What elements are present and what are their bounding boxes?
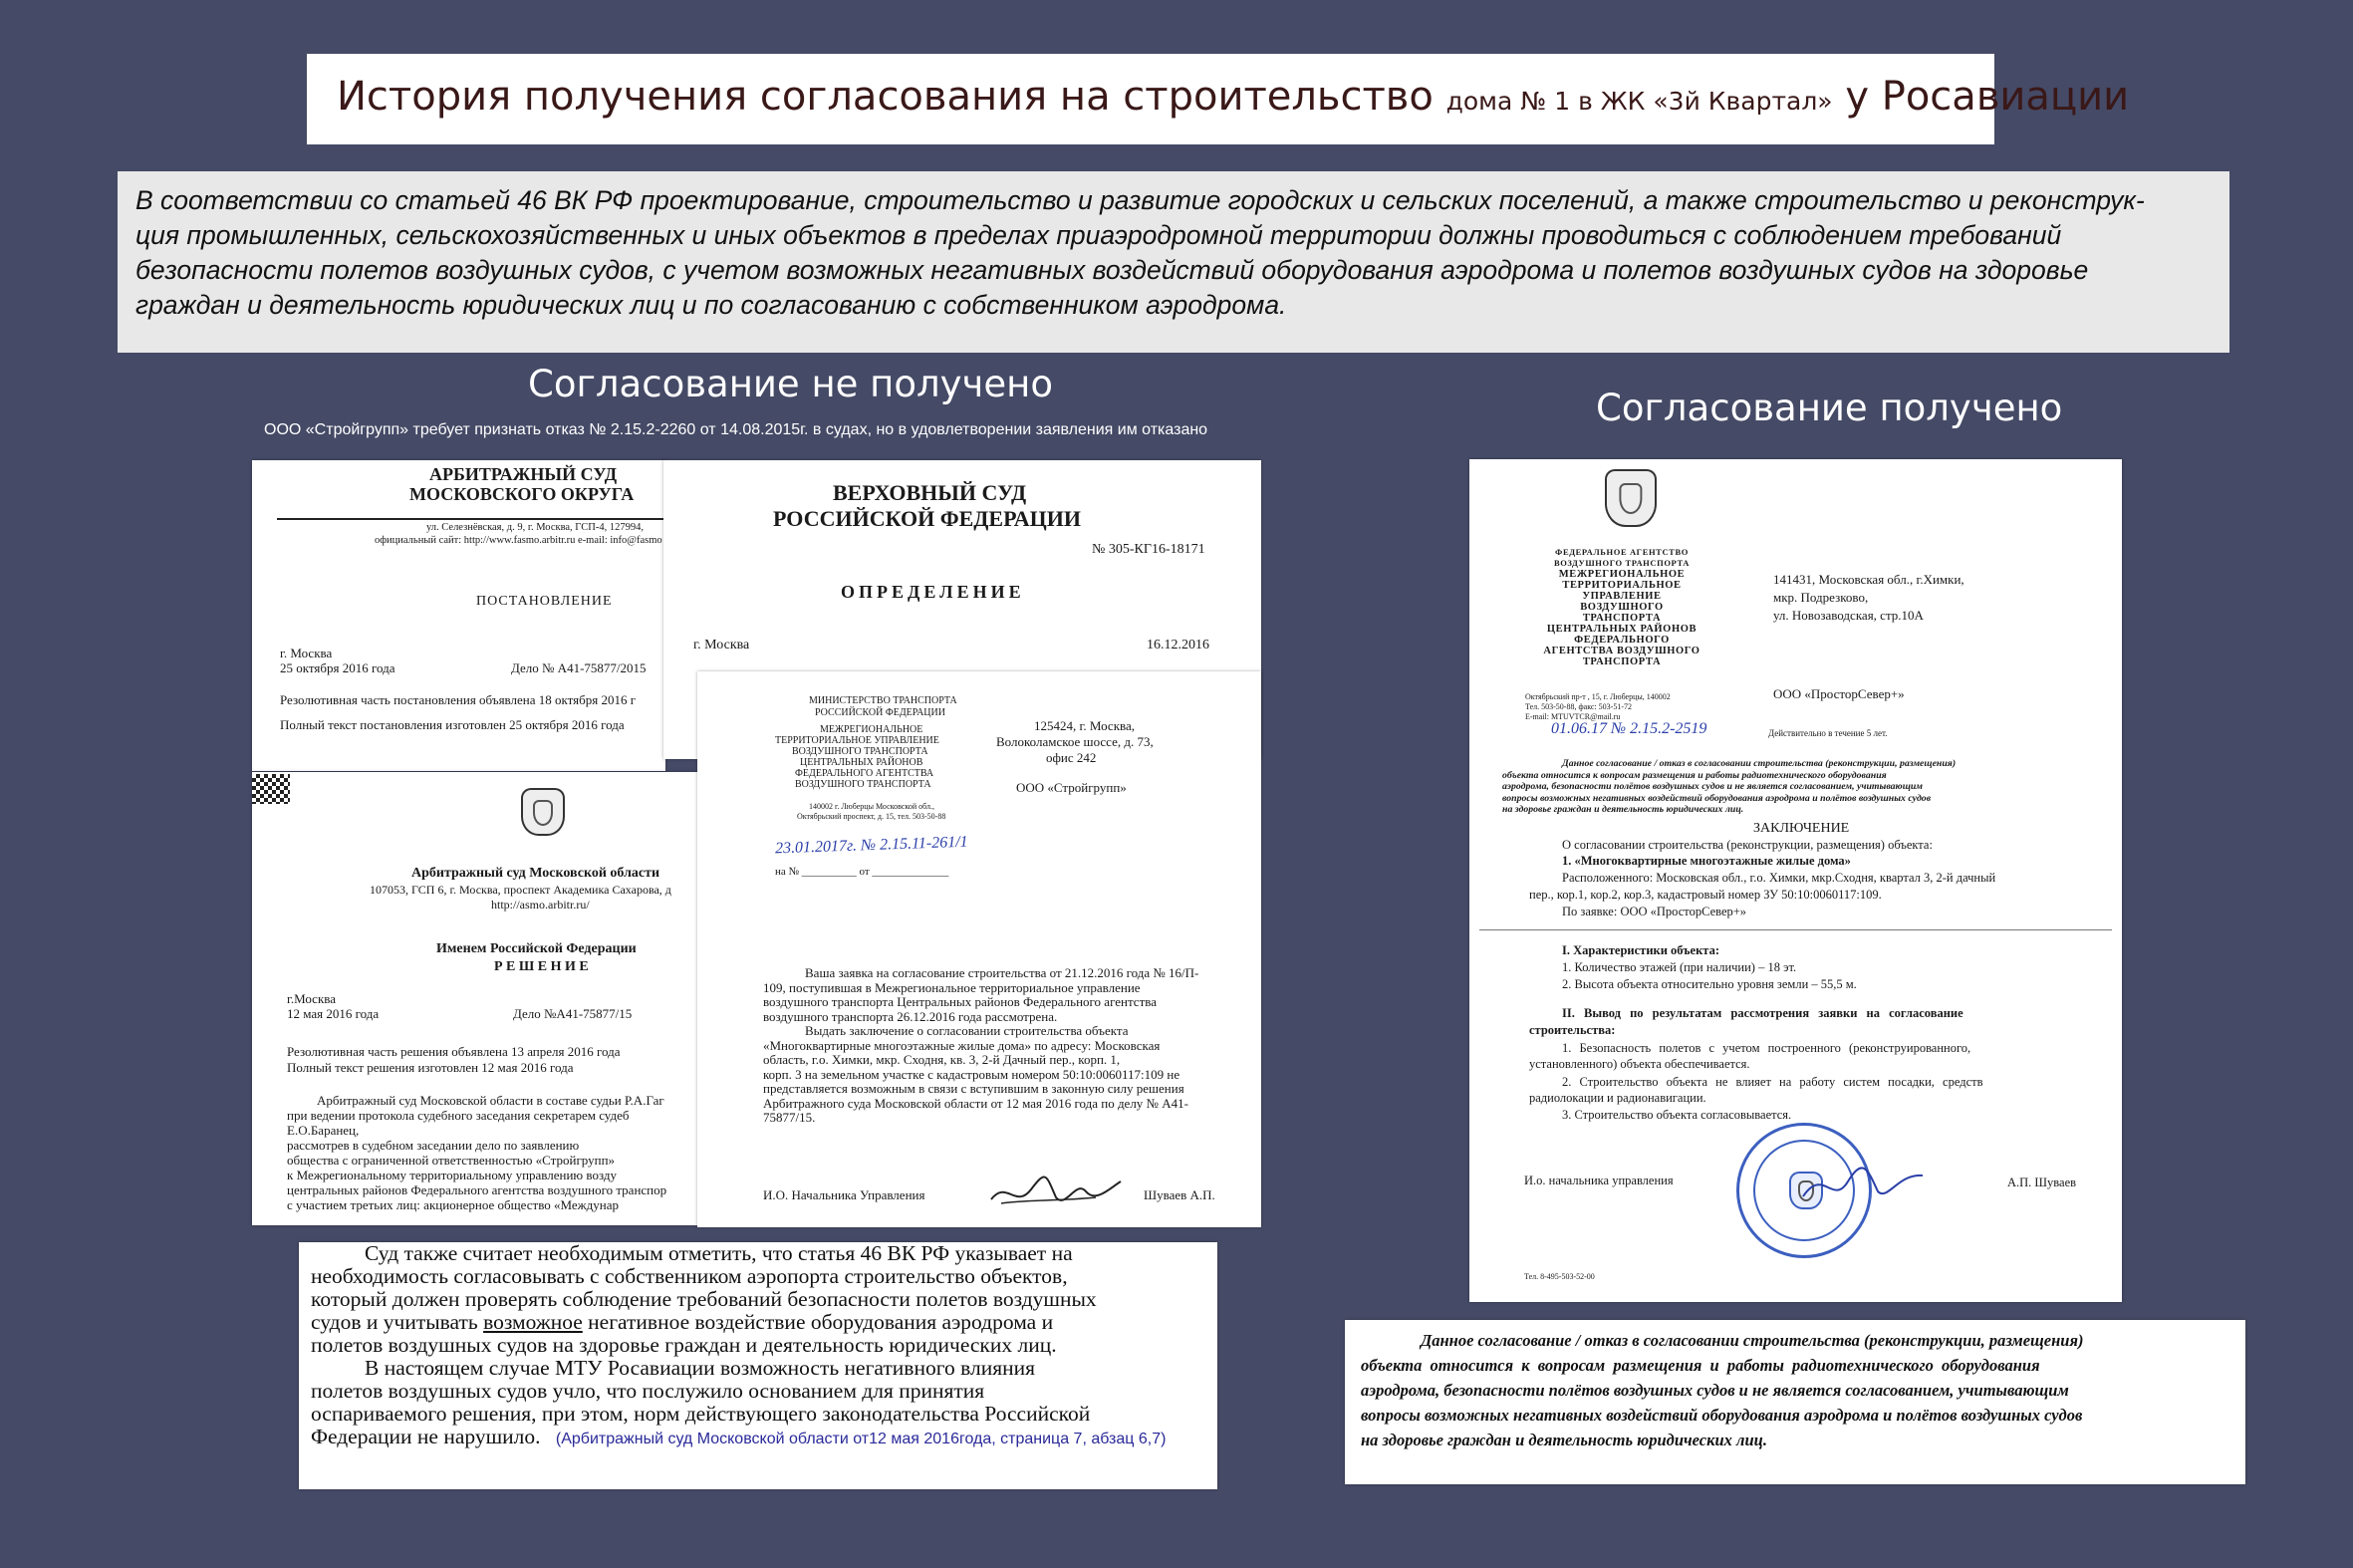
signer-name: А.П. Шуваев [2007, 1176, 2077, 1189]
doc-line: при ведении протокола судебного заседания секретарем судеб [287, 1108, 630, 1123]
section-title: II. Вывод по результатам рассмотрения заявки на согласование [1562, 1006, 1963, 1020]
qr-code [252, 774, 290, 804]
subject-line: По заявке: ООО «ПросторСевер+» [1562, 905, 1747, 918]
signature-icon [986, 1170, 1126, 1213]
org-address: Тел. 503-50-88, факс: 503-51-72 [1525, 702, 1632, 711]
title-part-small: дома № 1 в ЖК «3й Квартал» [1445, 87, 1833, 116]
doc-line: к Межрегиональному территориальному управлению возду [287, 1168, 617, 1182]
quote-fragment: негативное воздействие оборудования аэродрома и [582, 1310, 1054, 1334]
ministry-name: МИНИСТЕРСТВО ТРАНСПОРТА [809, 695, 957, 706]
reference-line: на № __________ от ______________ [775, 866, 949, 878]
court-address: ул. Селезнёвская, д. 9, г. Москва, ГСП-4, 127994, [426, 522, 644, 533]
approval-note [1502, 758, 1956, 816]
org-address: Октябрьский пр-т , 15, г. Люберцы, 140002 [1525, 692, 1671, 701]
org-line: МЕЖРЕГИОНАЛЬНОЕ [1558, 569, 1686, 580]
court-name: РОССИЙСКОЙ ФЕДЕРАЦИИ [773, 506, 1081, 531]
divider [277, 518, 665, 520]
org-line: ТЕРРИТОРИАЛЬНОЕ [1562, 580, 1682, 591]
org-address: Октябрьский проспект, д. 15, тел. 503-50-88 [797, 812, 946, 821]
note-line: аэродрома, безопасности полётов воздушных судов и не является согласованием, учитывающим [1502, 781, 1924, 792]
page-title [337, 74, 2129, 120]
signer-title: И.О. Начальника Управления [763, 1187, 925, 1202]
body-line: область, г.о. Химки, мкр. Сходня, кв. 3, 2-й Дачный пер., корп. 1, [763, 1052, 1121, 1067]
body-line: представляется возможным в связи с вступившим в законную силу решения [763, 1081, 1184, 1096]
doc-date: 25 октября 2016 года [280, 660, 395, 675]
signer-title: И.о. начальника управления [1524, 1174, 1674, 1187]
note-line: Данное согласование / отказ в согласовании строительства (реконструкции, размещения) [1562, 758, 1957, 769]
court-site: официальный сайт: http://www.fasmo.arbitr.ru e-mail: info@fasmo [375, 535, 662, 546]
body-line: 109, поступившая в Межрегиональное территориальное управление [763, 979, 1141, 995]
court-address: 107053, ГСП 6, г. Москва, проспект Академика Сахарова, д [370, 883, 671, 897]
body-line: «Многоквартирные многоэтажные жилые дома» по адресу: Московская [763, 1037, 1161, 1053]
quote-line: полетов воздушных судов учло, что послужило основанием для принятия [311, 1379, 985, 1403]
recipient-name: ООО «Стройгрупп» [1016, 780, 1127, 795]
doc-line: Полный текст решения изготовлен 12 мая 2016 года [287, 1060, 574, 1075]
coat-of-arms-icon [1605, 469, 1657, 527]
org-line: ФЕДЕРАЛЬНОГО [1574, 635, 1670, 646]
doc-approval [1469, 459, 2122, 1302]
body-line: Выдать заключение о согласовании строительства объекта [805, 1023, 1129, 1038]
doc-line: Е.О.Баранец, [287, 1123, 360, 1138]
org-line: ВОЗДУШНОГО ТРАНСПОРТА [1553, 558, 1691, 568]
footer-phone: Тел. 8-495-503-52-00 [1524, 1272, 1595, 1281]
doc-mtu-refusal [697, 671, 1261, 1227]
intro-text [135, 183, 2145, 323]
org-line: ТРАНСПОРТА [1582, 656, 1662, 667]
doc-reshenie [252, 772, 697, 1225]
quote-underlined: возможное [483, 1310, 583, 1334]
subject-line: 1. «Многоквартирные многоэтажные жилые дома» [1562, 854, 1851, 868]
section-title: строительства: [1529, 1023, 1616, 1037]
note-line: объекта относится к вопросам размещения и работы радиотехнического оборудования [1502, 769, 1887, 781]
subject-line: Расположенного: Московская обл., г.о. Химки, мкр.Сходня, квартал 3, 2-й дачный [1562, 871, 1996, 885]
intro-line: В соответствии со статьей 46 ВК РФ проектирование, строительство и развитие городских и сельских поселений, а также строительство и реконструк- [135, 185, 2145, 215]
quote-text [311, 1242, 1166, 1450]
doc-city: г. Москва [280, 646, 333, 660]
section-line: 1. Безопасность полетов с учетом построенного (реконструированного, [1562, 1041, 1971, 1055]
signature-icon [1798, 1162, 1928, 1211]
quote-line: Суд также считает необходимым отметить, что статья 46 ВК РФ указывает на [365, 1242, 1073, 1265]
court-name: АРБИТРАЖНЫЙ СУД [429, 464, 618, 484]
note-line: на здоровье граждан и деятельность юридических лиц. [1502, 804, 1744, 815]
doc-disclaimer [1345, 1320, 2245, 1484]
quote-line: В настоящем случае МТУ Росавиации возможность негативного влияния [365, 1356, 1036, 1380]
org-name: ВОЗДУШНОГО ТРАНСПОРТА [792, 746, 928, 757]
org-line: УПРАВЛЕНИЕ [1582, 591, 1662, 602]
body-line: 75877/15. [763, 1110, 816, 1125]
signer-name: Шуваев А.П. [1144, 1187, 1215, 1202]
subject-line: пер., кор.1, кор.2, кор.3, кадастровый номер ЗУ 50:10:0060117:109. [1529, 888, 1882, 902]
right-heading: Согласование получено [1596, 387, 2063, 429]
org-line: ЦЕНТРАЛЬНЫХ РАЙОНОВ [1546, 624, 1698, 635]
recipient-address: офис 242 [1046, 750, 1097, 765]
doc-line: Резолютивная часть постановления объявлена 18 октября 2016 г [280, 692, 637, 707]
doc-line: с участием третьих лиц: акционерное общество «Междунар [287, 1197, 619, 1212]
quote-fragment: судов и учитывать [311, 1310, 484, 1334]
doc-case: Дело №А41-75877/15 [513, 1006, 633, 1021]
letter-body [763, 966, 1198, 1126]
quote-line: необходимость согласовывать с собственником аэропорта строительство объектов, [311, 1264, 1068, 1288]
left-subheading: ООО «Стройгрупп» требует признать отказ № 2.15.2-2260 от 14.08.2015г. в судах, но в удовлетворении заявления им отказано [264, 421, 1208, 438]
quote-line [311, 1311, 1166, 1334]
court-site: http://asmo.arbitr.ru/ [491, 898, 590, 912]
recipient-address: 141431, Московская обл., г.Химки, [1773, 572, 1964, 587]
disclaimer-line: вопросы возможных негативных воздействий оборудования аэродрома и полётов воздушных судов [1361, 1406, 2083, 1425]
doc-court-quote [299, 1242, 1217, 1489]
org-name: ЦЕНТРАЛЬНЫХ РАЙОНОВ [800, 757, 923, 768]
title-part-end: у Росавиации [1845, 74, 2130, 120]
body-line: Арбитражного суда Московской области от 12 мая 2016 года по делу № А41- [763, 1095, 1188, 1111]
section-line: 2. Строительство объекта не влияет на работу систем посадки, средств [1562, 1075, 1983, 1089]
in-name-line: Именем Российской Федерации [436, 941, 637, 956]
intro-line: безопасности полетов воздушных судов, с учетом возможных негативных воздействий оборудования аэродрома и полетов воздушных судов на здоровье [135, 255, 2089, 285]
recipient-address: ул. Новозаводская, стр.10А [1773, 608, 1924, 623]
title-banner [307, 54, 2130, 144]
section-line: установленного) объекта обеспечивается. [1529, 1057, 1750, 1071]
intro-box [118, 171, 2229, 353]
quote-line [311, 1426, 1166, 1450]
quote-line: оспариваемого решения, при этом, норм действующего законодательства Российской [311, 1402, 1091, 1426]
left-heading: Согласование не получено [528, 363, 1053, 405]
doc-line: центральных районов Федерального агентства воздушного транспор [287, 1182, 667, 1197]
doc-date: 12 мая 2016 года [287, 1006, 380, 1021]
doc-type: ЗАКЛЮЧЕНИЕ [1753, 821, 1850, 836]
disclaimer-line: объекта относится к вопросам размещения и работы радиотехнического оборудования [1361, 1356, 2040, 1375]
section-line: 3. Строительство объекта согласовывается. [1562, 1108, 1792, 1122]
org-line: ВОЗДУШНОГО [1580, 602, 1664, 613]
section-line: 2. Высота объекта относительно уровня земли – 55,5 м. [1562, 977, 1857, 991]
disclaimer-line: на здоровье граждан и деятельность юридических лиц. [1361, 1431, 1767, 1449]
disclaimer-text [1361, 1328, 2083, 1452]
doc-case: Дело № А41-75877/2015 [511, 660, 647, 675]
doc-line: Арбитражный суд Московской области в составе судьи Р.А.Гаг [317, 1093, 664, 1108]
section-line: 1. Количество этажей (при наличии) – 18 эт. [1562, 960, 1797, 974]
doc-line: Полный текст постановления изготовлен 25 октября 2016 года [280, 717, 625, 732]
org-address: 140002 г. Люберцы Московской обл., [809, 802, 935, 811]
disclaimer-line: Данное согласование / отказ в согласовании строительства (реконструкции, размещения) [1421, 1331, 2084, 1350]
doc-line: Резолютивная часть решения объявлена 13 апреля 2016 года [287, 1044, 621, 1059]
org-name: ТЕРРИТОРИАЛЬНОЕ УПРАВЛЕНИЕ [775, 735, 939, 746]
doc-line: рассмотрев в судебном заседании дело по заявлению [287, 1138, 580, 1153]
doc-line: общества с ограниченной ответственностью «Стройгрупп» [287, 1153, 616, 1168]
handwritten-number: 23.01.2017г. № 2.15.11-261/1 [774, 833, 968, 858]
doc-type: ОПРЕДЕЛЕНИЕ [841, 582, 1025, 602]
ministry-name: РОССИЙСКОЙ ФЕДЕРАЦИИ [815, 707, 945, 718]
title-part-main: История получения согласования на строительство [337, 74, 1434, 120]
org-block [1527, 547, 1716, 667]
section-line: радиолокации и радионавигации. [1529, 1091, 1706, 1105]
recipient-address: Волоколамское шоссе, д. 73, [996, 734, 1154, 749]
doc-date: 16.12.2016 [1147, 638, 1209, 653]
recipient-address: мкр. Подрезково, [1773, 590, 1869, 605]
doc-city: г.Москва [287, 991, 336, 1006]
divider [1479, 929, 2112, 930]
court-name: МОСКОВСКОГО ОКРУГА [409, 484, 635, 504]
org-name: МЕЖРЕГИОНАЛЬНОЕ [820, 724, 923, 735]
subject-line: О согласовании строительства (реконструкции, размещения) объекта: [1562, 838, 1933, 852]
recipient-name: ООО «ПросторСевер+» [1773, 686, 1905, 701]
org-name: ВОЗДУШНОГО ТРАНСПОРТА [795, 779, 931, 790]
note-line: вопросы возможных негативных воздействий оборудования аэродрома и полётов воздушных судов [1502, 792, 1932, 804]
quote-line: полетов воздушных судов на здоровье граждан и деятельность юридических лиц. [311, 1333, 1057, 1357]
org-line: ФЕДЕРАЛЬНОЕ АГЕНТСТВО [1555, 547, 1689, 557]
section-title: I. Характеристики объекта: [1562, 943, 1719, 957]
body-line: корп. 3 на земельном участке с кадастровым номером 50:10:0060117:109 не [763, 1066, 1180, 1082]
quote-citation: (Арбитражный суд Московской области от12 мая 2016года, страница 7, абзац 6,7) [555, 1431, 1167, 1447]
body-line: воздушного транспорта 26.12.2016 года рассмотрена. [763, 1008, 1058, 1024]
doc-type: ПОСТАНОВЛЕНИЕ [476, 594, 613, 609]
doc-postanovlenie [252, 460, 665, 771]
court-name: ВЕРХОВНЫЙ СУД [833, 480, 1027, 505]
doc-city: г. Москва [693, 638, 750, 653]
disclaimer-line: аэродрома, безопасности полётов воздушных судов и не является согласованием, учитывающим [1361, 1381, 2069, 1400]
court-name: Арбитражный суд Московской области [411, 866, 660, 881]
coat-of-arms-icon [521, 788, 565, 836]
intro-line: ция промышленных, сельскохозяйственных и иных объектов в пределах приаэродромной территории должны проводиться с соблюдением требований [135, 220, 2062, 250]
handwritten-number: 01.06.17 № 2.15.2-2519 [1551, 720, 1707, 737]
quote-line: который должен проверять соблюдение требований безопасности полетов воздушных [311, 1287, 1097, 1311]
body-line: Ваша заявка на согласование строительства от 21.12.2016 года № 16/П- [805, 965, 1199, 980]
body-line: воздушного транспорта Центральных районов Федерального агентства [763, 994, 1157, 1009]
doc-type: Р Е Ш Е Н И Е [494, 959, 589, 974]
intro-line: граждан и деятельность юридических лиц и по согласованию с собственником аэродрома. [135, 290, 1287, 320]
quote-fragment: Федерации не нарушило. [311, 1425, 541, 1448]
recipient-address: 125424, г. Москва, [1034, 718, 1135, 733]
case-number: № 305-КГ16-18171 [1092, 542, 1205, 557]
org-line: АГЕНТСТВА ВОЗДУШНОГО [1543, 646, 1700, 656]
org-name: ФЕДЕРАЛЬНОГО АГЕНТСТВА [795, 768, 934, 779]
org-line: ТРАНСПОРТА [1582, 613, 1662, 624]
validity-note: Действительно в течение 5 лет. [1768, 728, 1888, 738]
org-address: E-mail: MTUVTCR@mail.ru [1525, 712, 1621, 721]
